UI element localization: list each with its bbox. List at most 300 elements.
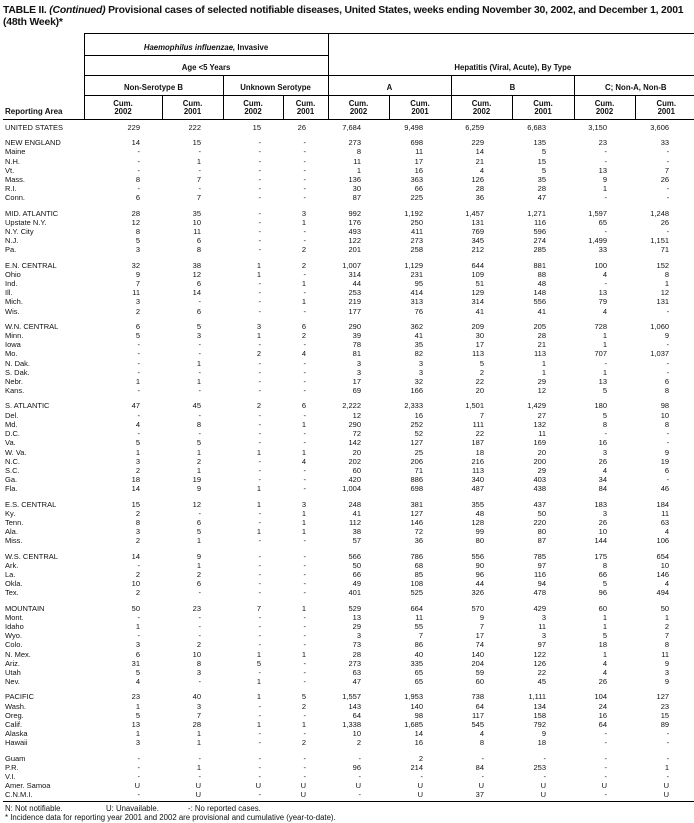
value-cell: 8 [664,269,670,279]
value-cell: 15 [252,123,261,132]
value-cell: 229 [127,123,140,132]
value-cell: 14 [131,551,140,561]
reporting-area-cell: N.H. [5,156,20,166]
value-cell: 1 [256,527,261,537]
col-header-hepa-2002: Cum. 2002 [328,96,389,120]
table-row-territory [3,790,694,801]
value-cell: 23 [660,701,670,711]
value-cell: 9 [664,658,670,668]
table-row-state [3,475,694,484]
value-cell: 2 [664,621,670,631]
value-cell: - [666,227,670,237]
value-cell: 596 [533,227,546,237]
value-cell: - [303,288,306,298]
value-cell: 1 [196,377,201,387]
value-cell: 87 [352,193,361,203]
table-row-state [3,420,694,429]
value-cell: 2 [135,536,140,546]
value-cell: - [258,297,261,307]
value-cell: 438 [533,484,546,494]
reporting-area-cell: N.Y. City [5,227,34,237]
reporting-area-cell: Miss. [5,536,23,546]
value-cell: 79 [598,297,607,307]
value-cell: - [258,475,261,485]
value-cell: - [303,269,306,279]
table-row-region [3,255,694,270]
table-row-state [3,536,694,545]
value-cell: 3 [196,331,201,341]
value-cell: 66 [598,569,607,579]
value-cell: 493 [348,227,361,237]
value-cell: 47 [537,193,546,203]
value-cell: 420 [348,475,361,485]
reporting-area-cell: N.C. [5,456,20,466]
value-cell: 5 [196,321,201,331]
value-cell: 3 [602,447,607,457]
value-cell: 17 [475,340,484,350]
value-cell: - [666,184,670,194]
value-cell: - [258,640,261,650]
value-cell: - [604,429,607,439]
value-cell: 3,150 [588,123,607,132]
reporting-area-cell: Idaho [5,621,24,631]
value-cell: 9 [664,677,670,687]
value-cell: 72 [352,429,361,439]
value-cell: - [543,753,546,763]
value-cell: - [258,175,261,185]
value-cell: - [303,465,306,475]
value-cell: 200 [533,456,546,466]
value-cell: 4 [602,269,607,279]
table-row-state [3,579,694,588]
value-cell: 17 [414,156,423,166]
value-cell: 2 [418,753,423,763]
value-cell: 146 [656,569,670,579]
value-cell: - [258,569,261,579]
value-cell: U [601,781,607,791]
value-cell: - [604,753,607,763]
value-cell: 33 [660,138,670,148]
value-cell: 169 [533,438,546,448]
value-cell: 13 [598,165,607,175]
table-row-state [3,429,694,438]
value-cell: - [666,306,670,316]
reporting-area-cell: Pa. [5,245,17,255]
value-cell: - [574,790,635,801]
value-cell: 28 [537,184,546,194]
value-cell: 290 [348,419,361,429]
value-cell: - [137,631,140,641]
value-cell: 253 [533,762,546,772]
value-cell: 5 [135,438,140,448]
value-cell: 2,333 [404,401,423,411]
table-row-region [3,598,694,613]
value-cell: 2 [135,588,140,598]
value-cell: - [258,147,261,157]
value-cell: - [198,297,201,307]
value-cell: 5 [196,438,201,448]
reporting-area-cell: Wash. [5,701,26,711]
value-cell: 60 [598,603,607,613]
value-cell: 60 [352,465,361,475]
value-cell: 411 [411,227,423,237]
value-cell: - [198,184,201,194]
value-cell: 6,683 [527,123,546,132]
value-cell: 16 [598,710,607,720]
value-cell: 80 [537,527,546,537]
value-cell: 545 [471,719,484,729]
reporting-area-cell: La. [5,569,16,579]
value-cell: 122 [348,236,361,246]
value-cell: 113 [534,349,546,359]
value-cell: 8 [135,517,140,527]
value-cell: 14 [414,729,423,739]
value-cell: 248 [348,499,361,509]
value-cell: U [663,781,670,791]
value-cell: U [478,781,484,791]
value-cell: 1 [301,279,306,289]
value-cell: - [303,429,306,439]
value-cell: 1,248 [650,208,670,218]
value-cell: - [137,612,140,622]
value-cell: - [303,640,306,650]
value-cell: 129 [471,288,484,298]
value-cell: - [137,340,140,350]
value-cell: - [303,193,306,203]
value-cell: - [303,677,306,687]
value-cell: - [604,738,607,748]
table-row-state [3,720,694,729]
value-cell: 1 [135,701,140,711]
value-cell: - [604,762,607,772]
value-cell: 112 [349,517,361,527]
value-cell: 38 [192,260,201,270]
value-cell: - [303,175,306,185]
value-cell: 7 [664,631,670,641]
value-cell: 22 [537,667,546,677]
reporting-area-cell: Upstate N.Y. [5,217,47,227]
value-cell: 2 [301,331,306,341]
value-cell: 20 [352,447,361,457]
table-row-region [3,316,694,331]
value-cell: 10 [660,560,670,570]
value-cell: U [635,790,694,801]
value-cell: 5 [135,236,140,246]
value-cell: 28 [537,331,546,341]
value-cell: 48 [475,508,484,518]
value-cell: - [303,569,306,579]
value-cell: 1,007 [342,260,361,270]
subgroup-unknown-serotype: Unknown Serotype [223,76,328,96]
value-cell: - [84,790,162,801]
value-cell: 15 [537,156,546,166]
value-cell: 95 [414,279,423,289]
value-cell: 6 [135,193,140,203]
value-cell: 40 [414,649,423,659]
value-cell: 26 [660,217,670,227]
reporting-area-cell: Mo. [5,349,18,359]
value-cell: 429 [533,603,546,613]
value-cell: 1,037 [650,349,670,359]
value-cell: 38 [352,527,361,537]
value-cell: - [258,419,261,429]
value-cell: 41 [414,331,423,341]
value-cell: 18 [131,475,140,485]
value-cell: 116 [534,569,546,579]
value-cell: - [258,377,261,387]
value-cell: 1 [301,508,306,518]
value-cell: - [258,193,261,203]
value-cell: 3 [541,631,546,641]
value-cell: - [198,147,201,157]
value-cell: 8 [602,419,607,429]
table-row-state [3,509,694,518]
value-cell: - [303,358,306,368]
reporting-area-cell: Calif. [5,719,23,729]
value-cell: 1 [256,499,261,509]
value-cell: 27 [537,410,546,420]
value-cell: 49 [352,579,361,589]
value-cell: 529 [348,603,361,613]
value-cell: 4 [135,419,140,429]
value-cell: - [137,349,140,359]
value-cell: 29 [537,465,546,475]
table-row-state [3,650,694,659]
value-cell: 26 [598,677,607,687]
reporting-area-cell: S. ATLANTIC [5,401,50,411]
col-header-hepb-2001: Cum. 2001 [512,96,574,120]
value-cell: - [604,156,607,166]
value-cell: 2 [196,640,201,650]
value-cell: 1 [196,560,201,570]
value-cell: - [137,358,140,368]
table-row-state [3,368,694,377]
value-cell: 28 [352,649,361,659]
value-cell: - [258,236,261,246]
value-cell: 187 [471,438,484,448]
value-cell: 66 [414,184,423,194]
value-cell: 654 [656,551,670,561]
value-cell: 1 [301,527,306,537]
cum-header-row [3,96,694,120]
table-row-state [3,738,694,747]
value-cell: 273 [410,236,423,246]
table-row-state [3,466,694,475]
value-cell: 11 [193,227,201,237]
value-cell: 2 [301,738,306,748]
value-cell: 231 [410,269,423,279]
value-cell: - [258,762,261,772]
value-cell: 4 [602,465,607,475]
value-cell: 525 [410,588,423,598]
value-cell: 12 [352,410,361,420]
reporting-area-cell: Mont. [5,612,24,622]
value-cell: - [303,729,306,739]
value-cell: 126 [471,175,484,185]
value-cell: 166 [410,386,423,396]
table-row-region [3,494,694,509]
value-cell: 158 [533,710,546,720]
subgroup-hepatitis-b: B [451,76,574,96]
value-cell: 992 [348,208,361,218]
value-cell: - [137,410,140,420]
value-cell: 556 [471,551,484,561]
value-cell: 3 [356,631,361,641]
table-row-state [3,484,694,493]
value-cell: 55 [414,621,423,631]
value-cell: 769 [471,227,484,237]
value-cell: - [258,217,261,227]
value-cell: - [258,156,261,166]
value-cell: 100 [594,260,607,270]
value-cell: 225 [410,193,423,203]
value-cell: - [198,677,201,687]
value-cell: - [258,340,261,350]
value-cell: 86 [414,640,423,650]
table-row-region [3,203,694,218]
value-cell: - [137,147,140,157]
reporting-area-cell: Va. [5,438,16,448]
reporting-area-cell: D.C. [5,429,20,439]
value-cell: 31 [131,658,140,668]
value-cell: 698 [410,484,423,494]
value-cell: 22 [475,429,484,439]
table-title [3,5,691,17]
value-cell: 8 [135,175,140,185]
value-cell: 87 [537,536,546,546]
value-cell: 29 [537,377,546,387]
value-cell: - [328,790,389,801]
value-cell: 1 [602,331,607,341]
value-cell: 4 [479,729,484,739]
value-cell: 728 [594,321,607,331]
value-cell: 4 [479,165,484,175]
table-row-state [3,236,694,245]
value-cell: - [137,184,140,194]
value-cell: 8 [664,640,670,650]
value-cell: 206 [410,456,423,466]
value-cell: - [666,367,670,377]
value-cell: 5 [196,527,201,537]
value-cell: 1 [256,677,261,687]
value-cell: 229 [471,138,484,148]
value-cell: 126 [533,658,546,668]
value-cell: 1 [135,377,140,387]
value-cell: 66 [352,569,361,579]
value-cell: 252 [410,419,423,429]
value-cell: 9 [664,331,670,341]
value-cell: 7 [256,603,261,613]
value-cell: 1 [196,536,201,546]
value-cell: 11 [415,612,423,622]
value-cell: - [198,367,201,377]
value-cell: 1 [256,649,261,659]
reporting-area-cell: Minn. [5,331,24,341]
table-row-state [3,157,694,166]
value-cell: 11 [538,621,546,631]
table-row-state [3,702,694,711]
value-cell: 9 [135,269,140,279]
value-cell: 5 [602,579,607,589]
table-row-state [3,386,694,395]
reporting-area-cell: Del. [5,410,19,420]
value-cell: 152 [656,260,670,270]
value-cell: - [258,753,261,763]
reporting-area-cell: PACIFIC [5,692,35,702]
value-cell: - [303,667,306,677]
value-cell: 2 [356,738,361,748]
reporting-area-cell: Ala. [5,527,18,537]
value-cell: - [258,517,261,527]
value-cell: 96 [352,762,361,772]
value-cell: 28 [192,719,201,729]
value-cell: 258 [410,245,423,255]
value-cell: 9 [196,484,201,494]
col-header-hepc-2001: Cum. 2001 [635,96,694,120]
reporting-area-cell: P.R. [5,762,19,772]
value-cell: 1 [301,447,306,457]
value-cell: 23 [131,692,140,702]
value-cell: 64 [475,701,484,711]
value-cell: 30 [352,184,361,194]
value-cell: 68 [414,560,423,570]
value-cell: 1 [301,217,306,227]
hib-group-italic: Haemophilus influenzae, [143,43,236,52]
value-cell: 2 [135,508,140,518]
value-cell: 2 [301,260,306,270]
value-cell: 14 [475,147,484,157]
value-cell: 127 [410,508,423,518]
value-cell: - [223,790,283,801]
value-cell: 326 [471,588,484,598]
table-row-state [3,279,694,288]
value-cell: 23 [192,603,201,613]
value-cell: 50 [131,603,140,613]
value-cell: 2 [135,465,140,475]
value-cell: 9 [602,175,607,185]
value-cell: 5 [135,710,140,720]
value-cell: 1 [256,692,261,702]
value-cell: 9 [479,612,484,622]
value-cell: - [303,184,306,194]
value-cell: 6 [196,579,201,589]
value-cell: - [666,475,670,485]
value-cell: 1 [301,719,306,729]
value-cell: U [355,781,361,791]
value-cell: 216 [471,456,484,466]
value-cell: 6 [196,306,201,316]
value-cell: 71 [414,465,423,475]
footnote-not-notifiable: N: Not notifiable. [5,803,63,813]
value-cell: - [666,147,670,157]
value-cell: - [258,184,261,194]
reporting-area-cell: Colo. [5,640,23,650]
value-cell: - [258,536,261,546]
table-title-week: (48th Week)* [3,17,63,28]
value-cell: 5 [602,410,607,420]
value-cell: - [303,386,306,396]
value-cell: 1,499 [588,236,607,246]
value-cell: - [198,588,201,598]
table-row-region [3,132,694,147]
value-cell: - [258,138,261,148]
table-row-state [3,288,694,297]
value-cell: 335 [410,658,423,668]
value-cell: 7 [479,621,484,631]
value-cell: 175 [594,551,607,561]
value-cell: - [258,508,261,518]
value-cell: 3 [135,527,140,537]
